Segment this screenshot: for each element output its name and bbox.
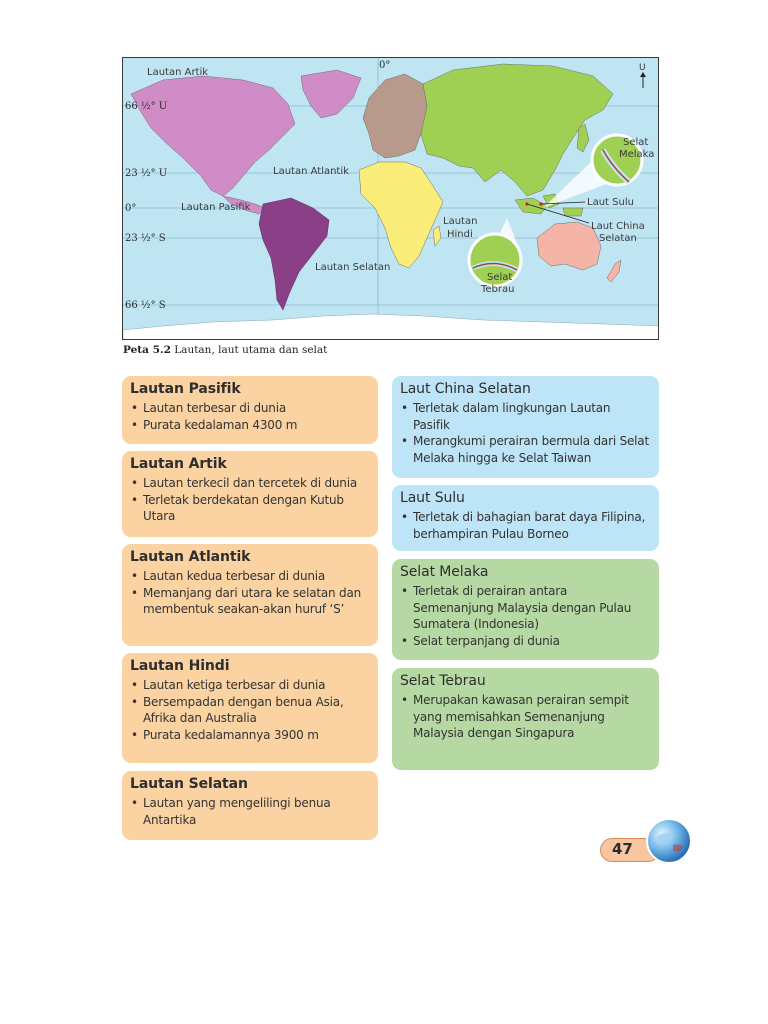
card-title: Lautan Artik [130,456,227,472]
card-item: • Memanjang dari utara ke selatan dan membentuk seakan-akan huruf ‘S’ [130,585,368,618]
card-laut-sulu [392,485,659,551]
card-lautan-selatan [122,771,378,840]
label-lcs-1: Laut China [591,221,645,232]
card-item: • Lautan kedua terbesar di dunia [130,568,368,585]
card-item: • Terletak dalam lingkungan Lautan Pasifik [400,400,649,433]
label-lat-23s: 23 ½° S [125,233,166,244]
card-title: Selat Tebrau [400,673,486,689]
card-item: • Bersempadan dengan benua Asia, Afrika dan Australia [130,694,368,727]
caption-text: Lautan, laut utama dan selat [170,344,328,356]
card-item: • Lautan ketiga terbesar di dunia [130,677,368,694]
card-item: • Purata kedalamannya 3900 m [130,727,368,744]
card-title: Lautan Atlantik [130,549,251,565]
card-item: • Purata kedalaman 4300 m [130,417,368,434]
label-lautan-atlantik: Lautan Atlantik [273,166,349,177]
label-lcs-2: Selatan [599,233,637,244]
card-item: • Lautan terkecil dan tercetek di dunia [130,475,368,492]
label-selat-melaka-2: Melaka [619,149,655,160]
card-title: Lautan Selatan [130,776,248,792]
europe-shape [363,74,427,158]
label-lautan-artik: Lautan Artik [147,67,209,78]
label-lautan-hindi-1: Lautan [443,216,478,227]
lcs-dot [525,202,528,205]
greenland-shape [301,70,361,118]
label-lat-equator: 0° [125,203,137,214]
card-item: • Merupakan kawasan perairan sempit yang memisahkan Semenanjung Malaysia dengan Singapura [400,692,649,742]
label-lautan-selatan: Lautan Selatan [315,262,391,273]
map-caption [123,344,327,356]
card-item: • Terletak di perairan antara Semenanjung Malaysia dengan Pulau Sumatera (Indonesia) [400,583,649,633]
new-zealand-shape [607,260,621,282]
card-item: • Lautan yang mengelilingi benua Antartika [130,795,368,828]
card-title: Laut Sulu [400,490,465,506]
japan-shape [577,124,589,152]
label-lautan-pasifik: Lautan Pasifik [181,202,251,213]
south-america-shape [259,198,329,310]
card-lautan-pasifik [122,376,378,444]
world-map-svg [123,58,659,340]
card-item: • Terletak berdekatan dengan Kutub Utara [130,492,368,525]
africa-shape [359,162,443,268]
card-title: Selat Melaka [400,564,489,580]
label-meridian: 0° [379,60,391,71]
label-selat-tebrau-2: Tebrau [481,284,515,295]
caption-label: Peta 5.2 [123,344,171,356]
card-item: • Merangkumi perairan bermula dari Selat Melaka hingga ke Selat Taiwan [400,433,649,466]
world-map [122,57,659,340]
north-arrow-icon [639,63,646,88]
north-arrow-label: U [639,63,646,73]
card-title: Lautan Pasifik [130,381,241,397]
globe-icon [645,817,693,865]
card-item: • Lautan terbesar di dunia [130,400,368,417]
madagascar-shape [433,226,441,246]
card-title: Lautan Hindi [130,658,230,674]
card-item: • Selat terpanjang di dunia [400,633,649,650]
card-selat-tebrau [392,668,659,770]
label-lat-23u: 23 ½° U [125,168,168,179]
label-lat-66u: 66 ½° U [125,101,168,112]
sulu-dot [539,202,542,205]
card-title: Laut China Selatan [400,381,531,397]
label-lat-66s: 66 ½° S [125,300,166,311]
antarctica-shape [123,314,659,340]
label-lautan-hindi-2: Hindi [447,229,473,240]
label-laut-sulu: Laut Sulu [587,197,634,208]
page-number: 47 [612,840,633,858]
label-selat-melaka-1: Selat [623,137,649,148]
card-laut-china-selatan [392,376,659,478]
card-selat-melaka [392,559,659,660]
label-selat-tebrau-1: Selat [487,272,513,283]
card-lautan-artik [122,451,378,537]
card-item: • Terletak di bahagian barat daya Filipina, berhampiran Pulau Borneo [400,509,649,542]
card-lautan-hindi [122,653,378,763]
card-lautan-atlantik [122,544,378,646]
